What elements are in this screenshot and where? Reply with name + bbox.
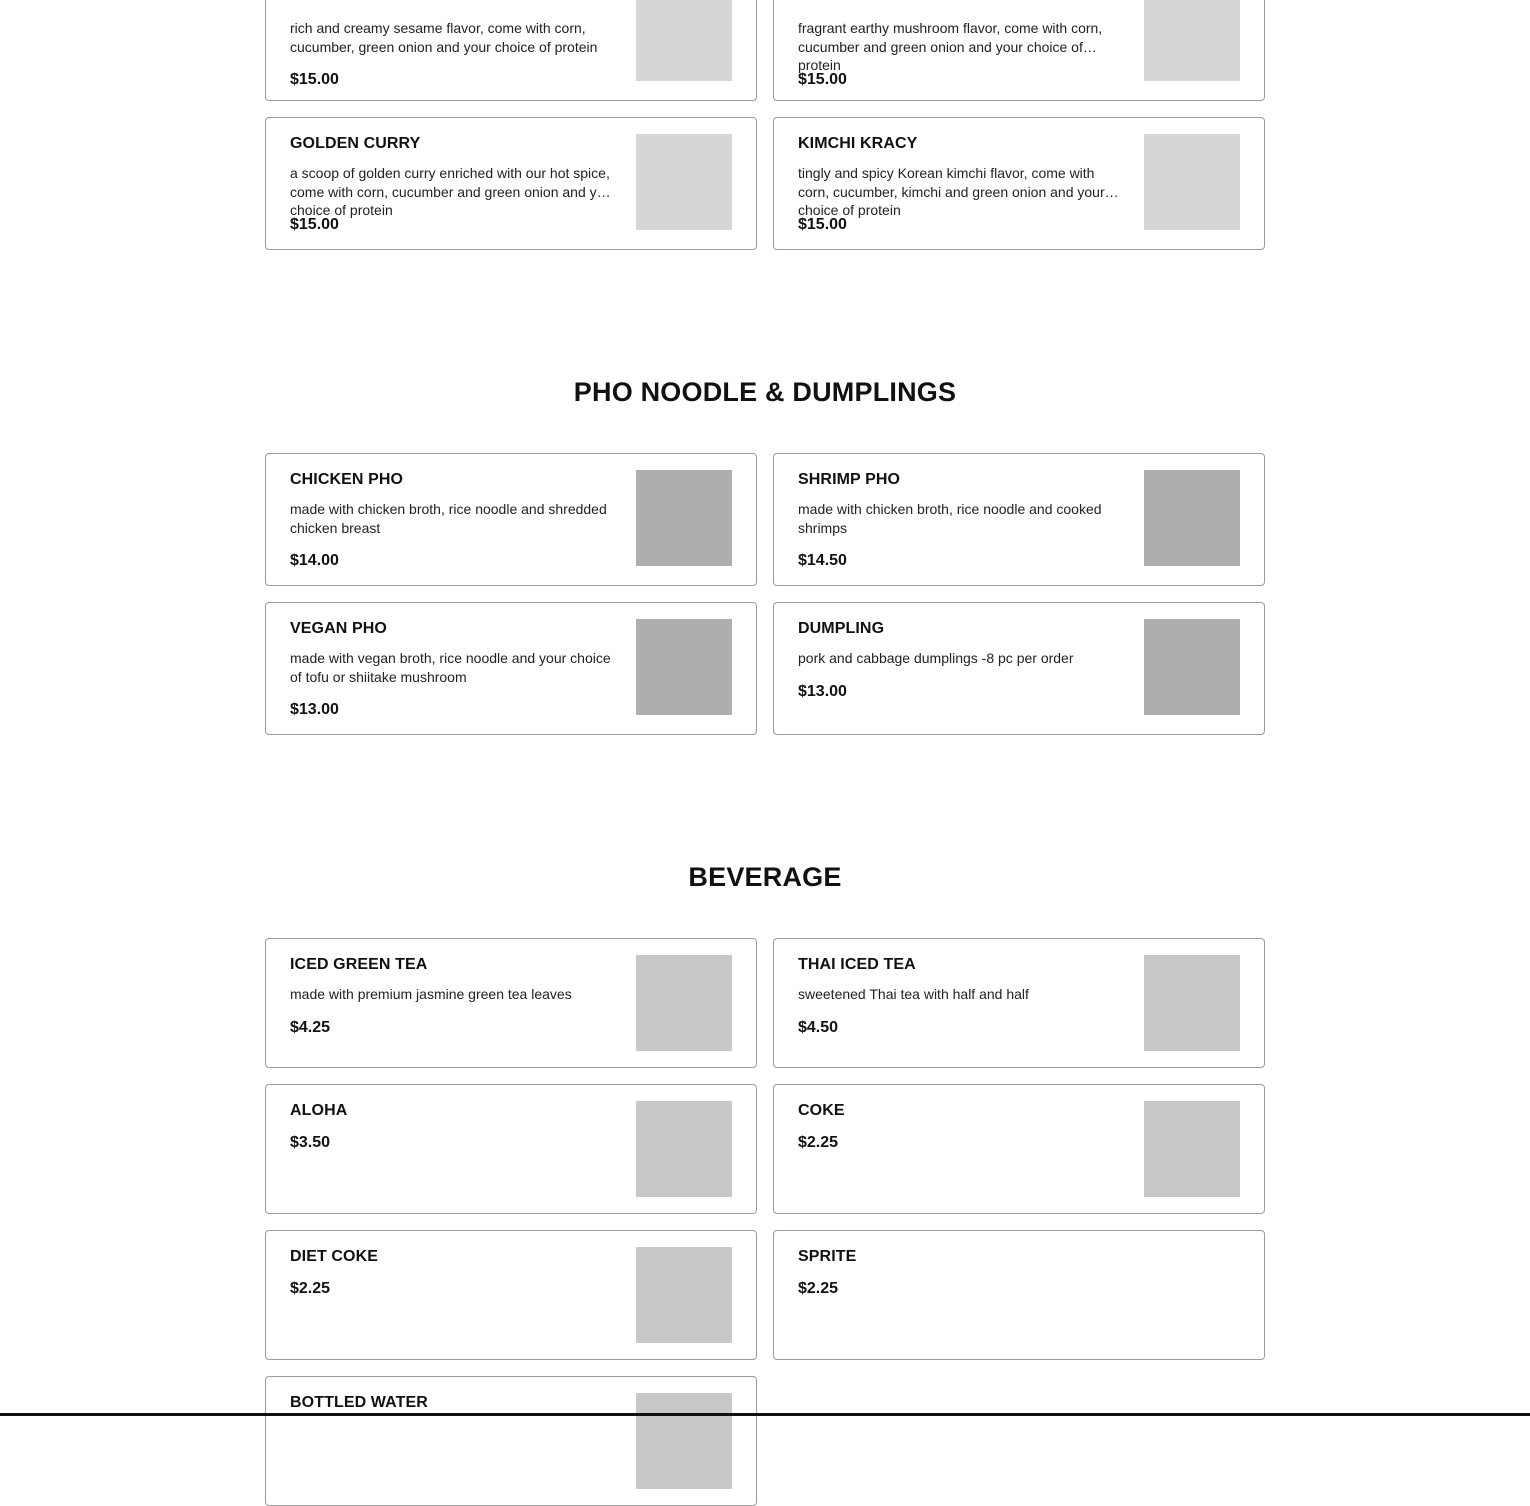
item-description: pork and cabbage dumplings -8 pc per order	[798, 650, 1074, 666]
menu-item-card-iced-green-tea[interactable]	[265, 938, 757, 1068]
item-name: ALOHA	[290, 1102, 348, 1119]
menu-item-card-kimchi-kracy[interactable]	[773, 117, 1265, 250]
item-image-placeholder	[1144, 470, 1240, 566]
item-name: DUMPLING	[798, 620, 885, 637]
menu-item-card-aloha[interactable]	[265, 1084, 757, 1214]
item-price: $15.00	[290, 71, 339, 88]
menu-item-card-chicken-pho[interactable]	[265, 453, 757, 586]
item-description: a scoop of golden curry enriched with our hot spice, come with corn, cucumber and green onion and your choice of protein	[290, 165, 617, 218]
item-image-placeholder	[636, 134, 732, 230]
item-image-placeholder	[1144, 619, 1240, 715]
item-image-placeholder	[636, 0, 732, 81]
item-image-placeholder	[1144, 0, 1240, 81]
item-name: CHICKEN PHO	[290, 471, 404, 488]
menu-item-card-coke[interactable]	[773, 1084, 1265, 1214]
item-price: $2.25	[798, 1134, 839, 1151]
item-name: VEGAN PHO	[290, 620, 387, 637]
item-price: $13.00	[798, 682, 847, 700]
item-description: made with vegan broth, rice noodle and your choice of tofu or shiitake mushroom	[290, 650, 611, 685]
item-image-placeholder	[1144, 1101, 1240, 1197]
menu-item-card-vegan-pho[interactable]	[265, 602, 757, 735]
item-image-placeholder	[636, 470, 732, 566]
item-name: GOLDEN CURRY	[290, 135, 421, 152]
section-title-beverage: BEVERAGE	[688, 862, 842, 892]
item-price: $3.50	[290, 1134, 331, 1151]
item-description: fragrant earthy mushroom flavor, come with corn, cucumber and green onion and your choice of protein	[798, 20, 1103, 73]
item-name: SPRITE	[798, 1248, 857, 1265]
menu-item-card-dumpling[interactable]	[773, 602, 1265, 735]
item-price: $14.50	[798, 552, 847, 569]
item-name: THAI ICED TEA	[798, 956, 916, 973]
item-image-placeholder	[636, 1247, 732, 1343]
menu-item-card-bottled-water[interactable]	[265, 1376, 757, 1506]
item-description: made with premium jasmine green tea leaves	[290, 986, 572, 1002]
item-description: tingly and spicy Korean kimchi flavor, come with corn, cucumber, kimchi and green onion and your choice of protein	[798, 165, 1105, 218]
menu-item-card-diet-coke[interactable]	[265, 1230, 757, 1360]
item-image-placeholder	[636, 955, 732, 1051]
item-name: COKE	[798, 1102, 845, 1119]
item-name: KIMCHI KRACY	[798, 135, 918, 152]
bottom-edge-bar	[0, 1413, 1530, 1416]
item-price: $2.25	[798, 1280, 839, 1297]
item-price: $4.25	[290, 1018, 331, 1036]
menu-item-card-mushroom[interactable]	[773, 0, 1265, 101]
item-image-placeholder	[1144, 955, 1240, 1051]
item-name: SHRIMP PHO	[798, 471, 901, 488]
item-price: $15.00	[290, 216, 339, 233]
item-description: rich and creamy sesame flavor, come with corn, cucumber, green onion and your choice of protein	[290, 20, 598, 55]
section-title-pho-noodle-dumplings: PHO NOODLE & DUMPLINGS	[573, 377, 957, 407]
menu-item-card-golden-curry[interactable]	[265, 117, 757, 250]
item-name: ICED GREEN TEA	[290, 956, 428, 973]
menu-item-card-thai-iced-tea[interactable]	[773, 938, 1265, 1068]
item-price: $13.00	[290, 701, 339, 718]
item-price: $14.00	[290, 552, 339, 569]
item-price: $15.00	[798, 71, 847, 88]
menu-item-card-sprite[interactable]	[773, 1230, 1265, 1360]
item-price: $2.25	[290, 1280, 331, 1297]
item-image-placeholder	[636, 1101, 732, 1197]
item-name: DIET COKE	[290, 1248, 379, 1265]
item-image-placeholder	[636, 619, 732, 715]
item-description: sweetened Thai tea with half and half	[798, 986, 1029, 1002]
menu-item-card-sesame[interactable]	[265, 0, 757, 101]
item-price: $15.00	[798, 216, 847, 233]
menu-item-card-shrimp-pho[interactable]	[773, 453, 1265, 586]
item-image-placeholder	[1144, 134, 1240, 230]
item-name: BOTTLED WATER	[290, 1394, 428, 1411]
item-price: $4.50	[798, 1018, 839, 1036]
item-image-placeholder	[636, 1393, 732, 1489]
item-description: made with chicken broth, rice noodle and cooked shrimps	[798, 501, 1102, 536]
item-description: made with chicken broth, rice noodle and shredded chicken breast	[290, 501, 607, 536]
